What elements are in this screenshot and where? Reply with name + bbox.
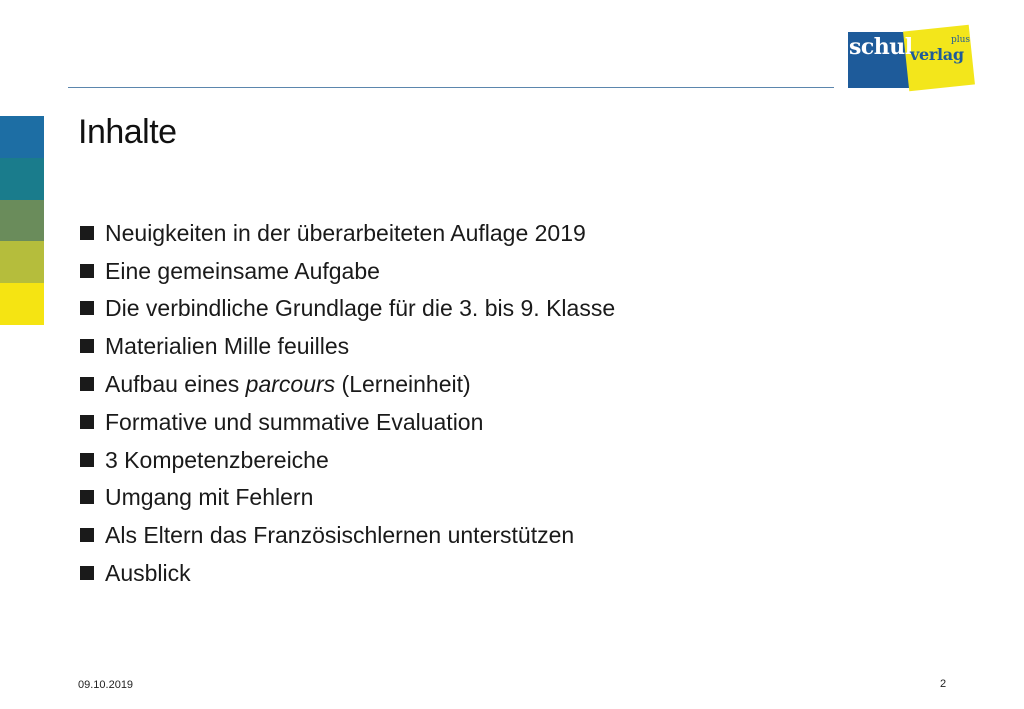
color-stripe — [0, 116, 44, 325]
agenda-item — [80, 252, 615, 290]
agenda-item — [80, 516, 615, 554]
page-number: 2 — [940, 678, 947, 690]
header-rule — [68, 87, 834, 88]
agenda-item — [80, 441, 615, 479]
stripe-band — [0, 200, 44, 242]
agenda-item — [80, 403, 615, 441]
agenda-item-text: Umgang mit Fehlern — [105, 484, 314, 511]
agenda-item-text: Neuigkeiten in der überarbeiteten Auflage 2019 — [105, 219, 586, 246]
logo-word-verlag: verlag — [910, 45, 964, 64]
square-bullet-icon — [80, 490, 94, 504]
agenda-item-text: Materialien Mille feuilles — [105, 333, 350, 360]
agenda-item-text: Formative und summative Evaluation — [105, 408, 484, 435]
square-bullet-icon — [80, 415, 94, 429]
square-bullet-icon — [80, 226, 94, 240]
square-bullet-icon — [80, 377, 94, 391]
logo-word-schul: schul — [849, 34, 913, 60]
square-bullet-icon — [80, 264, 94, 278]
agenda-item-text: Als Eltern das Französischlernen unterstützen — [105, 522, 575, 549]
agenda-item-text: 3 Kompetenzbereiche — [105, 446, 329, 473]
stripe-band — [0, 283, 44, 325]
agenda-item-text — [105, 368, 471, 400]
slide-title: Inhalte — [78, 113, 177, 151]
agenda-item — [80, 365, 615, 403]
agenda-item — [80, 290, 615, 328]
stripe-band — [0, 116, 44, 158]
square-bullet-icon — [80, 566, 94, 580]
square-bullet-icon — [80, 453, 94, 467]
agenda-item-text-part: (Lerneinheit) — [335, 371, 471, 398]
footer-date: 09.10.2019 — [78, 679, 134, 691]
agenda-item — [80, 479, 615, 517]
agenda-item-text: Die verbindliche Grundlage für die 3. bis 9. Klasse — [105, 295, 616, 322]
agenda-list — [80, 214, 615, 592]
agenda-item-text: Ausblick — [105, 560, 191, 587]
stripe-band — [0, 158, 44, 200]
agenda-item — [80, 327, 615, 365]
agenda-item — [80, 214, 615, 252]
stripe-band — [0, 241, 44, 283]
agenda-item — [80, 554, 615, 592]
agenda-item-text-part: Aufbau eines — [105, 371, 246, 398]
logo-word-plus: plus — [951, 35, 971, 45]
logo — [848, 28, 978, 92]
square-bullet-icon — [80, 528, 94, 542]
agenda-item-italic-term: parcours — [245, 371, 336, 398]
square-bullet-icon — [80, 339, 94, 353]
agenda-item-text: Eine gemeinsame Aufgabe — [105, 257, 380, 284]
square-bullet-icon — [80, 301, 94, 315]
